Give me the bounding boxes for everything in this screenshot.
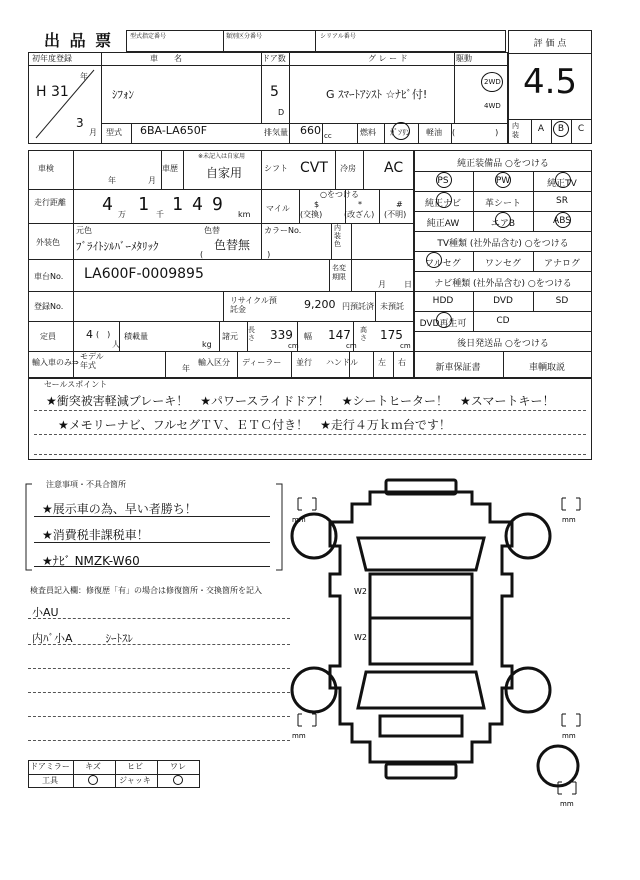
later-title: 後日発送品 ○をつける xyxy=(457,339,549,349)
recycle-deposited: 円預託済 xyxy=(342,302,374,311)
doors-suffix: D xyxy=(278,108,285,117)
first-reg-month-unit: 月 xyxy=(89,128,97,137)
altered-label: (改ざん) xyxy=(344,210,375,219)
name-change-day: 日 xyxy=(404,280,412,289)
legend-scratch: キズ xyxy=(85,762,101,771)
navi-dvd: DVD xyxy=(493,296,513,306)
mileage-digit-5: 9 xyxy=(212,194,223,215)
equip-sr: SR xyxy=(556,196,568,206)
handle-right: 右 xyxy=(398,358,406,367)
fuel-value: ｶﾞｿﾘﾝ xyxy=(390,128,410,137)
equip-leather: 革シート xyxy=(484,199,521,209)
inspection-month-unit: 月 xyxy=(148,176,156,185)
name-change-month: 月 xyxy=(378,280,386,289)
tv-oneseg: ワンセグ xyxy=(484,259,521,269)
tv-analog: アナログ xyxy=(543,259,580,269)
mileage-label: 走行距離 xyxy=(34,198,66,207)
tv-title: TV種類 (社外品含む) ○をつける xyxy=(437,239,569,249)
light-oil-paren: ( ) xyxy=(452,128,499,137)
height-label: 高さ xyxy=(360,326,367,342)
color-number-label: カラーNo. xyxy=(264,226,302,235)
rating-label: 評 価 点 xyxy=(533,39,567,49)
chassis-value: LA600F-0009895 xyxy=(84,266,204,282)
import-type-label: 輸入区分 xyxy=(198,358,230,367)
import-label: 輸入車のみ⇒ xyxy=(32,358,79,367)
tv-fullseg: フルセグ xyxy=(425,259,461,269)
sales-point-line-1: ★衝突被害軽減ブレーキ！ ★パワースライドドア！ ★シートヒーター！ ★スマートキー！ xyxy=(46,394,555,408)
legend-mirror: ドアミラー xyxy=(30,762,70,771)
mileage-unit-man: 万 xyxy=(118,210,126,219)
damage-mark-1: W2 xyxy=(354,587,367,596)
color-paren: ( ) xyxy=(200,250,271,259)
load-label: 積載量 xyxy=(124,332,148,341)
equipment-title: 純正装備品 ○をつける xyxy=(457,159,549,169)
shift-value: CVT xyxy=(300,160,328,176)
navi-title: ナビ種類 (社外品含む) ○をつける xyxy=(434,279,572,289)
navi-dvd-play-circle xyxy=(436,312,452,328)
recycle-amount: 9,200 xyxy=(304,298,336,311)
chassis-label: 車台No. xyxy=(34,272,64,281)
equip-airbag-circle xyxy=(495,212,511,228)
car-damage-diagram xyxy=(290,476,590,810)
orig-color-value: ﾌﾞﾗｲﾄｼﾙﾊﾞｰﾒﾀﾘｯｸ xyxy=(76,240,159,253)
first-reg-month: 3 xyxy=(76,116,84,130)
type-designation-label: 型式指定番号 xyxy=(130,33,167,40)
legend-crack: ヒビ xyxy=(127,762,143,771)
mileage-unit-sen: 千 xyxy=(156,210,164,219)
unknown-label: (不明) xyxy=(384,210,407,219)
interior-label: 内装 xyxy=(512,122,519,139)
legend-jack-mark xyxy=(173,775,183,785)
exchange-symbol: $ xyxy=(314,200,320,209)
navi-cd: CD xyxy=(496,316,510,326)
history-value: 自家用 xyxy=(206,166,243,180)
height-unit: cm xyxy=(400,342,411,350)
import-dealer: ディーラー xyxy=(242,358,282,367)
first-reg-label: 初年度登録 xyxy=(32,54,72,63)
legend-tools: 工具 xyxy=(42,776,58,785)
equip-ps: PS xyxy=(437,176,449,186)
legend-tools-mark xyxy=(88,775,98,785)
width-unit: cm xyxy=(346,342,357,350)
sales-point-label: セールスポイント xyxy=(44,380,108,389)
equip-pw-circle xyxy=(495,172,511,188)
drive-2wd-circle xyxy=(481,72,503,92)
orig-color-label: 元色 xyxy=(76,226,92,235)
width-label: 幅 xyxy=(304,332,312,341)
first-reg-year-unit: 年 xyxy=(80,72,88,81)
mm-front-right: mm xyxy=(562,516,576,524)
page-title: 出 品 票 xyxy=(44,31,114,50)
first-reg-era: H 31 xyxy=(36,84,69,100)
equip-navi-circle xyxy=(436,192,452,208)
inspection-label: 車検 xyxy=(38,164,54,173)
grade-value: G ｽﾏｰﾄｱｼｽﾄ ☆ﾅﾋﾞ付! xyxy=(326,88,428,101)
interior-color-label: 内装色 xyxy=(334,224,341,248)
equip-aw: 純正AW xyxy=(426,219,460,229)
doors-label: ドア数 xyxy=(262,54,286,63)
mileage-digit-1: 4 xyxy=(102,194,113,215)
capacity-value: 4 xyxy=(86,328,93,341)
navi-dvd-play: DVD再生可 xyxy=(419,319,467,329)
displacement-label: 排気量 xyxy=(264,128,288,137)
equip-pw: PW xyxy=(495,176,511,186)
history-label: 車歴 xyxy=(162,164,178,173)
color-label: 外装色 xyxy=(36,238,60,247)
inspector-label: 検査員記入欄：修復歴「有」の場合は修復箇所・交換箇所を記入 xyxy=(30,586,262,595)
sales-rule-3 xyxy=(34,454,586,455)
drive-2wd: 2WD xyxy=(484,78,501,86)
dims-label: 諸元 xyxy=(222,332,238,341)
length-unit: cm xyxy=(288,342,299,350)
note-line-1: ★展示車の為、早い者勝ち！ xyxy=(42,502,197,516)
inspector-line-2: 内ﾊﾞ小A ｼｰﾄｽﾚ xyxy=(32,632,134,645)
exchange-label: (交換) xyxy=(300,210,323,219)
car-name-value: ｼﾌｫﾝ xyxy=(112,88,134,101)
recycle-label: リサイクル預託金 xyxy=(230,296,277,314)
capacity-unit: 人 xyxy=(112,340,120,349)
tv-fullseg-circle xyxy=(426,252,442,268)
light-oil-label: 軽油 xyxy=(426,128,442,137)
mm-spare: mm xyxy=(560,800,574,808)
history-note: ※未記入は自家用 xyxy=(198,153,246,160)
length-value: 339 xyxy=(270,328,293,342)
mm-front-left: mm xyxy=(292,516,306,524)
model-value: 6BA-LA650F xyxy=(140,124,208,137)
interior-grade-a: A xyxy=(537,124,545,134)
registration-label: 登録No. xyxy=(34,302,64,311)
model-year-label: モデル年式 xyxy=(80,352,104,370)
interior-grade-b: B xyxy=(557,124,565,134)
check-note: ○をつける xyxy=(320,190,359,199)
equip-navi: 純正ナビ xyxy=(424,199,461,209)
mile-label: マイル xyxy=(266,204,290,213)
note-line-2: ★消費税非課税車！ xyxy=(42,528,149,542)
sales-point-line-2: ★メモリーナビ、フルセグＴＶ、ＥＴＣ付き！ ★走行４万ｋｍ台です！ xyxy=(58,418,451,432)
drive-label: 駆動 xyxy=(456,54,472,63)
interior-grade-circle xyxy=(553,121,569,137)
category-label: 類別区分番号 xyxy=(226,33,263,40)
load-unit: kg xyxy=(202,340,212,349)
handle-label: ハンドル xyxy=(326,358,358,367)
equip-airbag: エアB xyxy=(490,219,516,229)
mm-rear-left: mm xyxy=(292,732,306,740)
damage-mark-2: W2 xyxy=(354,633,367,642)
width-value: 147 xyxy=(328,328,351,342)
shift-label: シフト xyxy=(264,164,288,173)
equip-tv: 純正TV xyxy=(547,179,577,189)
ac-value: AC xyxy=(384,160,404,176)
drive-4wd: 4WD xyxy=(484,102,501,110)
displacement-unit: cc xyxy=(324,132,332,140)
capacity-paren: ( ) xyxy=(96,330,111,339)
note-line-3: ★ﾅﾋﾞ NMZK-W60 xyxy=(42,554,140,568)
name-change-label: 名変期限 xyxy=(332,264,346,281)
interior-grade-c: C xyxy=(577,124,585,134)
equip-ps-circle xyxy=(436,172,452,188)
id-field-row xyxy=(126,30,506,52)
sales-rule-2 xyxy=(34,434,586,435)
mileage-digit-2: 1 xyxy=(138,194,149,215)
legend-jack: ジャッキ xyxy=(119,776,151,785)
color-change-value: 色替無 xyxy=(214,238,251,252)
handle-left: 左 xyxy=(378,358,386,367)
navi-sd: SD xyxy=(555,296,569,306)
mm-rear-right: mm xyxy=(562,732,576,740)
notes-label: 注意事項・不具合箇所 xyxy=(46,480,126,489)
fuel-circle xyxy=(392,122,410,140)
model-year-unit: 年 xyxy=(182,364,190,373)
doors-value: 5 xyxy=(270,84,279,100)
legend-break: ワレ xyxy=(170,762,186,771)
equip-tv-circle xyxy=(555,172,571,188)
recycle-not-deposited: 未預託 xyxy=(380,302,404,311)
later-manual: 車輌取説 xyxy=(528,363,565,373)
height-value: 175 xyxy=(380,328,403,342)
import-parallel: 並行 xyxy=(296,358,312,367)
altered-symbol: * xyxy=(358,200,362,209)
unknown-symbol: # xyxy=(396,200,403,209)
rating-value: 4.5 xyxy=(522,62,578,102)
capacity-label: 定員 xyxy=(40,332,56,341)
inspection-year-unit: 年 xyxy=(108,176,116,185)
car-name-label: 車 名 xyxy=(150,54,182,63)
navi-hdd: HDD xyxy=(432,296,454,306)
equip-abs-circle xyxy=(555,212,571,228)
fuel-label: 燃料 xyxy=(360,128,376,137)
sales-rule-1 xyxy=(34,410,586,411)
length-label: 長さ xyxy=(248,326,255,342)
displacement-value: 660 xyxy=(300,124,321,137)
mileage-digit-3: 1 xyxy=(172,194,183,215)
inspector-line-1: 小AU xyxy=(32,606,59,619)
ac-label: 冷房 xyxy=(340,164,356,173)
grade-label: グ レ ー ド xyxy=(368,54,408,63)
model-label: 型式 xyxy=(106,128,122,137)
serial-label: シリアル番号 xyxy=(320,33,356,40)
color-change-label: 色替 xyxy=(204,226,220,235)
mileage-km: km xyxy=(238,210,251,219)
later-warranty: 新車保証書 xyxy=(435,363,481,373)
equip-abs: ABS xyxy=(553,216,571,226)
mileage-digit-4: 4 xyxy=(192,194,203,215)
